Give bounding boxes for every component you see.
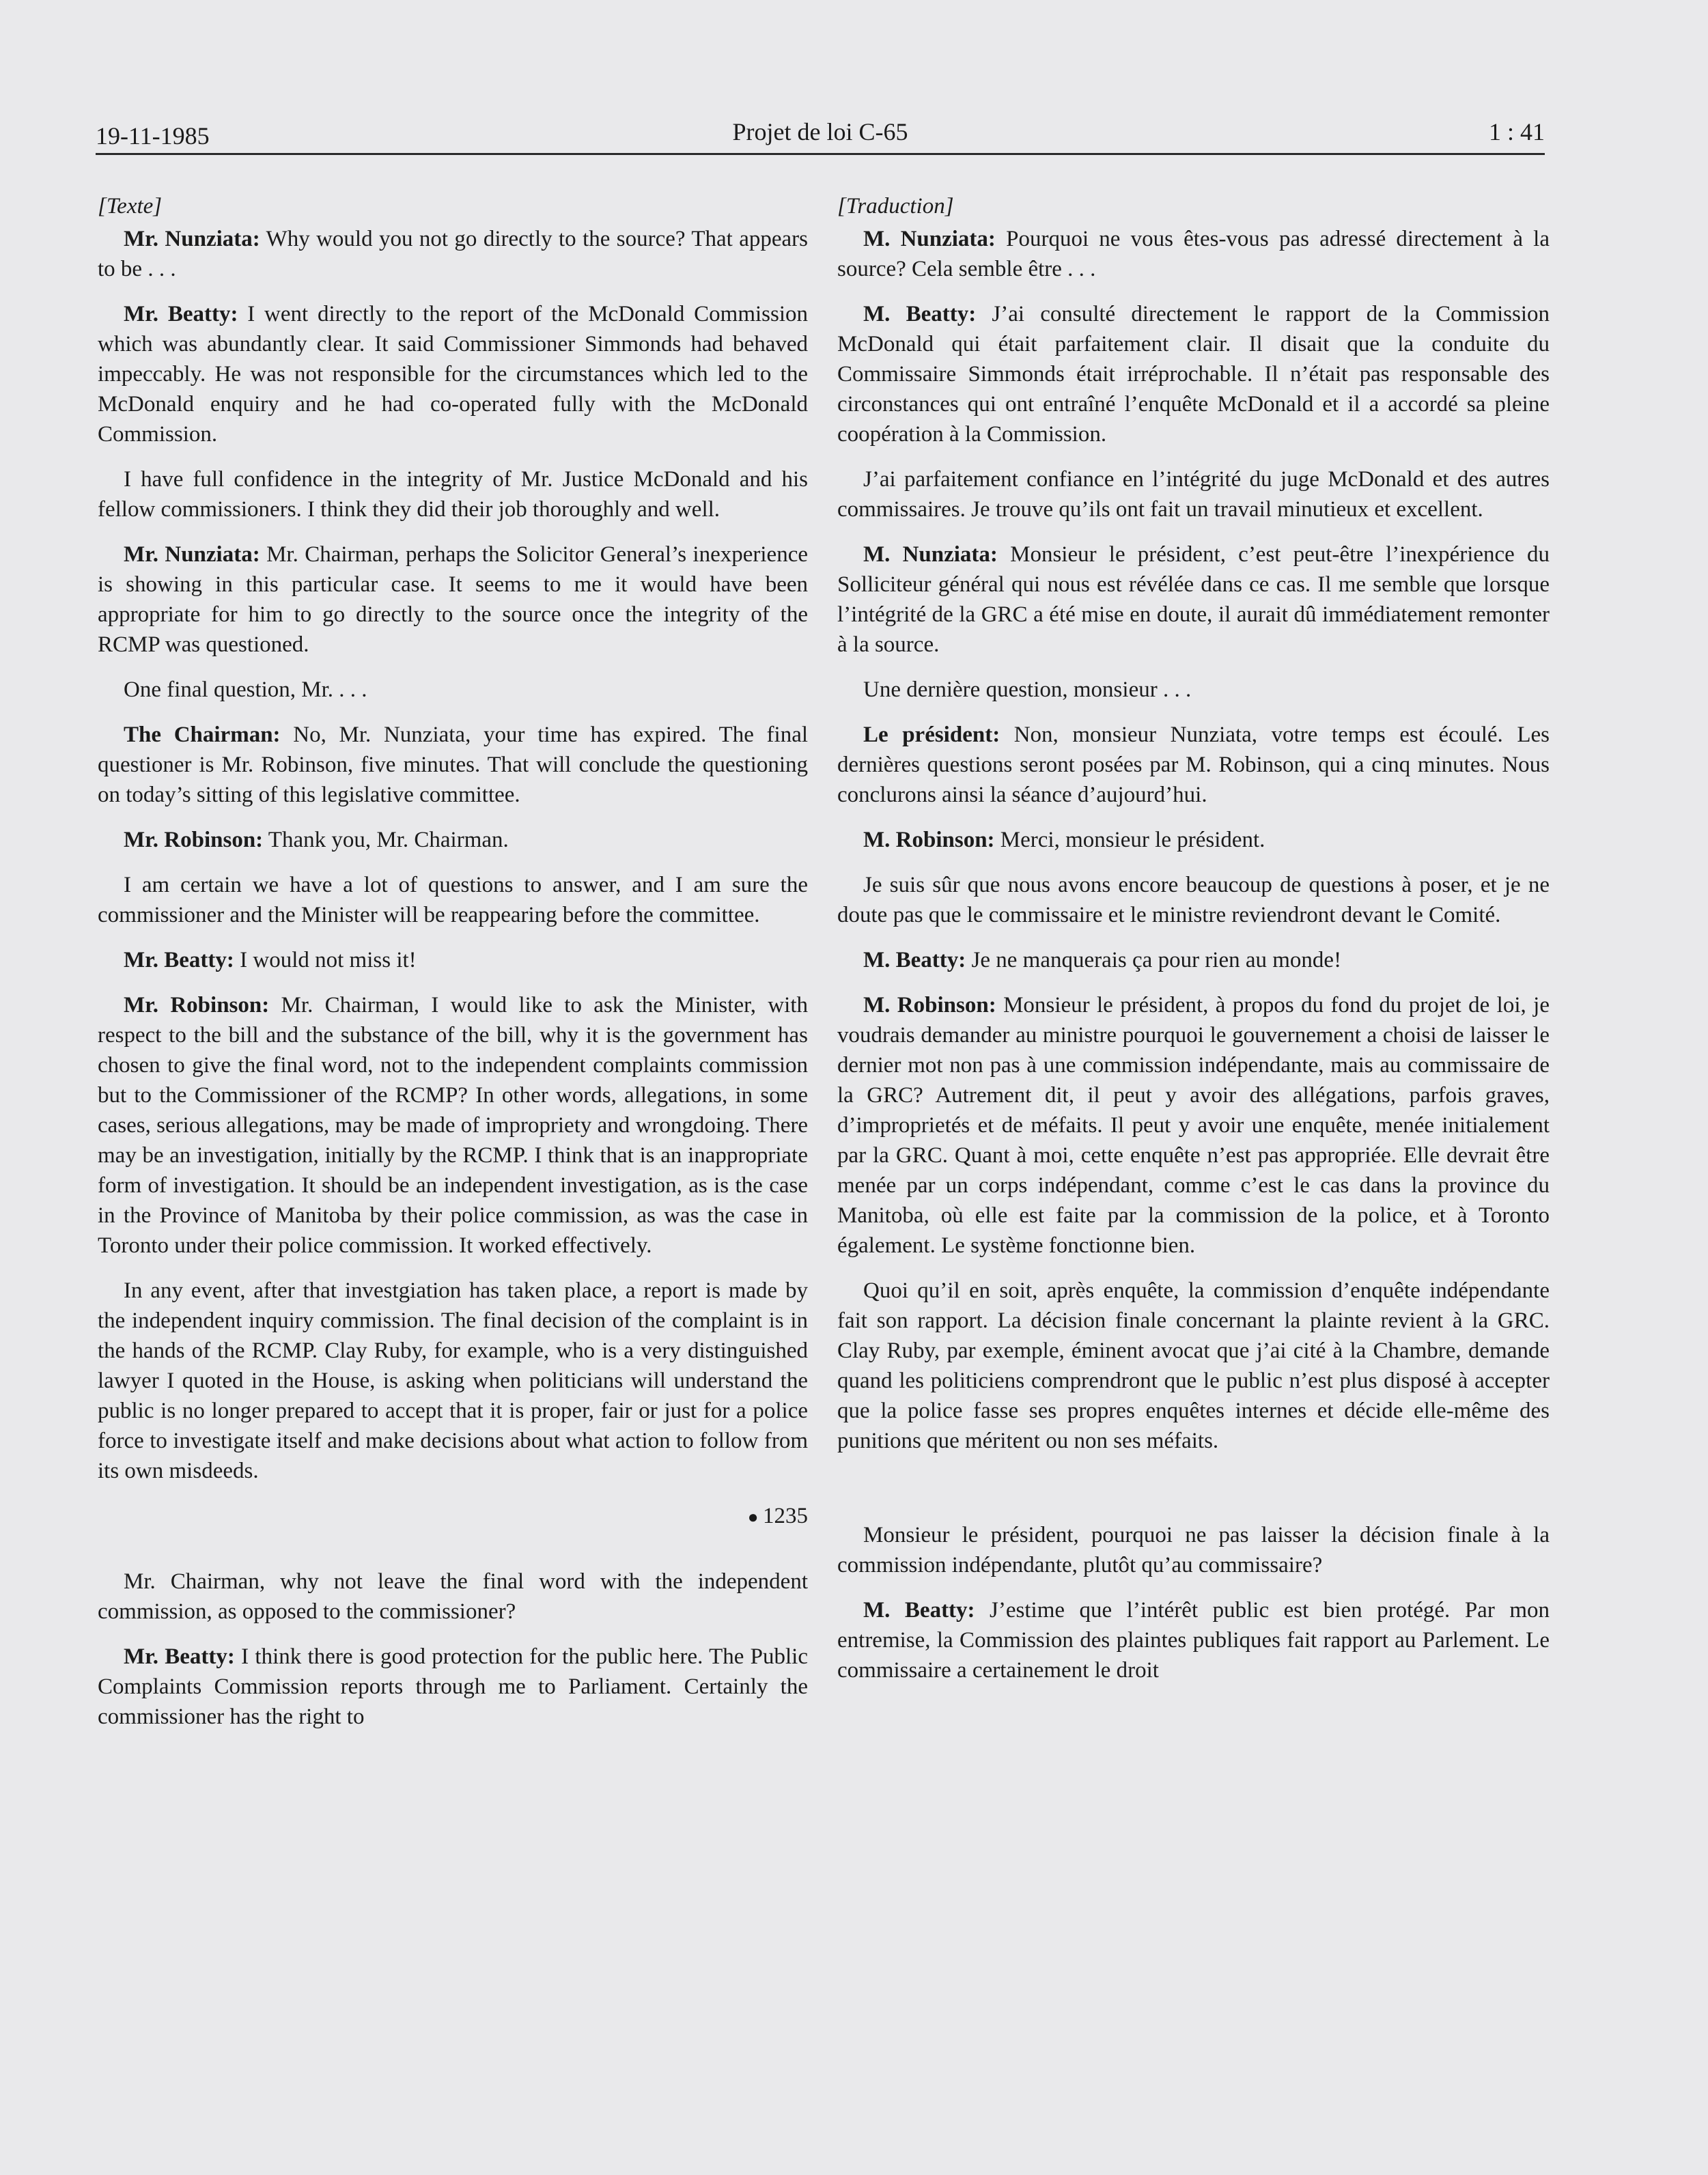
english-label: [Texte] — [98, 194, 163, 219]
paragraph-text: Une dernière question, monsieur . . . — [863, 677, 1192, 702]
paragraph-text: J’ai parfaitement confiance en l’intégrité du juge McDonald et des autres commissaires. Je trouve qu’ils ont fait un travail minutieux et excellent. — [837, 467, 1550, 522]
after_marker-paragraph — [837, 1520, 1550, 1580]
speaker-name: The Chairman: — [124, 722, 281, 747]
header-page-number: 1 : 41 — [1488, 118, 1545, 145]
after_marker-paragraph — [98, 1642, 808, 1732]
speaker-name: M. Robinson: — [863, 828, 995, 852]
paragraph-text: In any event, after that investgiation has taken place, a report is made by the independent inquiry commission. The final decision of the complaint is in the hands of the RCMP. Clay Ruby, for example, who is a very distinguished lawyer I quoted in the House, is asking when politicians will understand the public is no longer prepared to accept that it is proper, fair or just for a police force to investigate itself and make decisions about what action to follow from its own misdeeds. — [98, 1278, 808, 1483]
paragraphs-paragraph — [837, 720, 1550, 810]
paragraphs-paragraph — [837, 1276, 1550, 1456]
paragraph-text: Thank you, Mr. Chairman. — [263, 828, 509, 852]
paragraph-text: Je suis sûr que nous avons encore beaucoup de questions à poser, et je ne doute pas que le commissaire et le ministre reviendront devant le Comité. — [837, 873, 1550, 927]
paragraphs-paragraph — [98, 224, 808, 284]
header-title: Projet de loi C-65 — [732, 118, 908, 145]
paragraph-text: J’estime que l’intérêt public est bien protégé. Par mon entremise, la Commission des plaintes publiques fait rapport au Parlement. Le commissaire a certainement le droit — [837, 1598, 1550, 1683]
paragraphs-paragraph — [837, 945, 1550, 975]
paragraphs-paragraph — [98, 990, 808, 1261]
paragraph-text: Mr. Chairman, perhaps the Solicitor General’s inexperience is showing in this particular case. It seems to me it would have been appropriate for him to go directly to the source once the integrity of the RCMP was questioned. — [98, 542, 808, 657]
speaker-name: M. Nunziata: — [863, 542, 998, 567]
paragraph-text: Quoi qu’il en soit, après enquête, la commission d’enquête indépendante fait son rapport. La décision finale concernant la plainte revient à la GRC. Clay Ruby, par exemple, éminent avocat que j’ai cité à la Chambre, demande quand les politiciens comprendront que le public n’est plus disposé à accepter que la police fasse ses propres enquêtes internes et décide elle-même des punitions que méritent ou non ses méfaits. — [837, 1278, 1550, 1453]
speaker-name: M. Nunziata: — [863, 227, 996, 251]
paragraph-text: I am certain we have a lot of questions to answer, and I am sure the commissioner and the Minister will be reappearing before the committee. — [98, 873, 808, 927]
bullet-icon: ● — [747, 1507, 763, 1527]
french-label: [Traduction] — [837, 194, 954, 219]
header-date: 19-11-1985 — [96, 122, 210, 150]
paragraph-text: Monsieur le président, c’est peut-être l’inexpérience du Solliciteur général qui nous est révélée dans ce cas. Il me semble que lorsque l’intégrité de la GRC a été mise en doute, il aurait dû immédiatement remonter à la source. — [837, 542, 1550, 657]
paragraph-text: Je ne manquerais ça pour rien au monde! — [966, 948, 1342, 972]
paragraph-text: I went directly to the report of the McDonald Commission which was abundantly clear. It said Commissioner Simmonds had behaved impeccably. He was not responsible for the circumstances which led to the McDonald enquiry and he had co-operated fully with the McDonald Commission. — [98, 302, 809, 447]
after_marker-paragraph — [98, 1567, 808, 1627]
paragraphs-paragraph — [98, 825, 808, 855]
paragraphs-paragraph — [98, 464, 808, 524]
paragraphs-paragraph — [837, 539, 1550, 660]
speaker-name: Le président: — [863, 722, 1000, 747]
speaker-name: Mr. Robinson: — [124, 993, 270, 1018]
paragraphs-paragraph — [837, 464, 1550, 524]
column-spacer — [837, 1471, 1550, 1520]
paragraphs-paragraph — [98, 539, 808, 660]
paragraph-text: I would not miss it! — [234, 948, 417, 972]
paragraph-text: I think there is good protection for the public here. The Public Complaints Commission reports through me to Parliament. Certainly the commissioner has the right to — [98, 1644, 808, 1729]
time-marker — [98, 1501, 808, 1532]
paragraph-text: J’ai consulté directement le rapport de la Commission McDonald qui était parfaitement clair. Il disait que la conduite du Commissaire Simmonds était irréprochable. Il n’était pas responsable des circonstances qui ont entraîné l’enquête McDonald et il a accordé sa pleine coopération à la Commission. — [837, 302, 1550, 447]
paragraphs-paragraph — [837, 825, 1550, 855]
paragraphs-paragraph — [98, 870, 808, 930]
page-header — [96, 115, 1545, 155]
paragraphs-paragraph — [98, 945, 808, 975]
after_marker-paragraph — [837, 1595, 1550, 1685]
speaker-name: M. Beatty: — [863, 948, 966, 972]
speaker-name: Mr. Nunziata: — [124, 542, 260, 567]
speaker-name: Mr. Nunziata: — [124, 227, 260, 251]
paragraph-text: Why would you not go directly to the source? That appears to be . . . — [98, 227, 808, 281]
paragraphs-paragraph — [837, 990, 1550, 1261]
paragraphs-paragraph — [98, 299, 808, 449]
speaker-name: M. Beatty: — [863, 302, 977, 326]
time-marker-value: 1235 — [763, 1504, 808, 1528]
paragraphs-paragraph — [837, 224, 1550, 284]
speaker-name: Mr. Beatty: — [124, 302, 238, 326]
paragraph-text: Monsieur le président, à propos du fond du projet de loi, je voudrais demander au ministre pourquoi le gouvernement a choisi de laisser le dernier mot non pas à une commission indépendante, mais au commissaire de la GRC? Autrement dit, il peut y avoir des allégations, parfois graves, d’improprietés et de méfaits. Il peut y avoir une enquête, menée initialement par la GRC. Quant à moi, cette enquête n’est pas appropriée. Elle devrait être menée par un corps indépendant, comme c’est le cas dans la province du Manitoba, où elle est faite par la commission de la police, et à Toronto également. Le système fonctionne bien. — [837, 993, 1550, 1258]
paragraph-text: Merci, monsieur le président. — [994, 828, 1265, 852]
speaker-name: Mr. Robinson: — [124, 828, 264, 852]
paragraphs-paragraph — [837, 675, 1550, 705]
english-column — [98, 191, 808, 1747]
paragraph-text: Monsieur le président, pourquoi ne pas laisser la décision finale à la commission indépendante, plutôt qu’au commissaire? — [837, 1523, 1550, 1577]
speaker-name: Mr. Beatty: — [124, 948, 234, 972]
paragraphs-paragraph — [98, 720, 808, 810]
french-column — [837, 191, 1550, 1700]
paragraph-text: Mr. Chairman, why not leave the final word with the independent commission, as opposed to the commissioner? — [98, 1569, 808, 1624]
paragraph-text: Mr. Chairman, I would like to ask the Minister, with respect to the bill and the substance of the bill, why it is the government has chosen to give the final word, not to the independent complaints commission but to the Commissioner of the RCMP? In other words, allegations, in some cases, serious allegations, may be made of impropriety and wrongdoing. There may be an investigation, initially by the RCMP. I think that is an inappropriate form of investigation. It should be an independent investigation, as is the case in the Province of Manitoba by their police commission, as was the case in Toronto under their police commission. It worked effectively. — [98, 993, 808, 1258]
paragraphs-paragraph — [837, 299, 1550, 449]
speaker-name: Mr. Beatty: — [124, 1644, 235, 1669]
paragraphs-paragraph — [837, 870, 1550, 930]
speaker-name: M. Robinson: — [863, 993, 996, 1018]
paragraphs-paragraph — [98, 1276, 808, 1486]
speaker-name: M. Beatty: — [863, 1598, 975, 1623]
paragraph-text: One final question, Mr. . . . — [124, 677, 367, 702]
paragraph-text: No, Mr. Nunziata, your time has expired. The final questioner is Mr. Robinson, five minutes. That will conclude the questioning on today’s sitting of this legislative committee. — [98, 722, 809, 807]
paragraph-text: I have full confidence in the integrity of Mr. Justice McDonald and his fellow commissioners. I think they did their job thoroughly and well. — [98, 467, 808, 522]
paragraphs-paragraph — [98, 675, 808, 705]
paragraph-text: Non, monsieur Nunziata, votre temps est écoulé. Les dernières questions seront posées par M. Robinson, qui a cinq minutes. Nous conclurons ainsi la séance d’aujourd’hui. — [837, 722, 1550, 807]
paragraph-text: Pourquoi ne vous êtes-vous pas adressé directement à la source? Cela semble être . . . — [837, 227, 1550, 281]
